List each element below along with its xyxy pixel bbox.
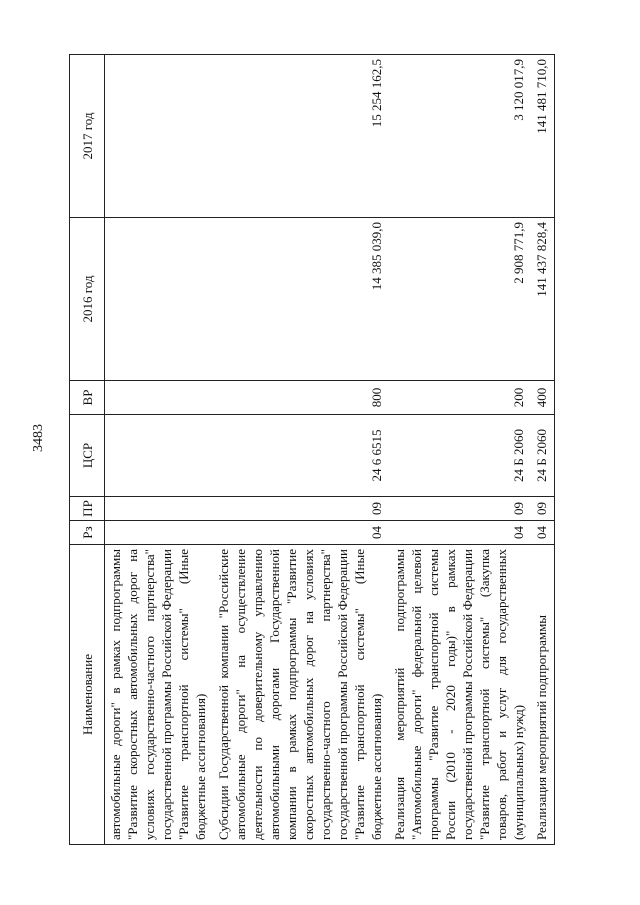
row-name: Реализация мероприятий подпрограммы "Автомобильные дороги" федеральной целевой программы "Развитие транспортной системы России (2010 - 2020 годы)" в рамках государственной программы Российской Федерации "Развитие транспортной системы" (Закупка товаров, работ и услуг для государственных (муниципальных) нужд)	[389, 545, 531, 845]
row-2017: 15 254 162,5	[213, 55, 389, 218]
row-name: Реализация мероприятий подпрограммы	[531, 545, 555, 845]
row-2017: 141 481 710,0	[531, 55, 555, 218]
header-rz: Рз	[70, 521, 105, 545]
budget-table-frame	[69, 55, 594, 845]
row-name: Субсидии Государственной компании "Российские автомобильные дороги" на осуществление деятельности по доверительному управлению автомобильными дорогами Государственной компании в рамках подпрограммы "Развитие скоростных автомобильных дорог на условиях государственно-частного партнерства" государственной программы Российской Федерации "Развитие транспортной системы" (Иные бюджетные ассигнования)	[213, 545, 389, 845]
budget-table	[69, 54, 555, 845]
table-row	[531, 55, 555, 845]
row-2017	[105, 55, 214, 218]
row-name: автомобильные дороги" в рамках подпрограммы "Развитие скоростных автомобильных дорог на условиях государственно-частного партнерства" государственной программы Российской Федерации "Развитие транспортной системы" (Иные бюджетные ассигнования)	[105, 545, 214, 845]
row-pr: 09	[389, 497, 531, 521]
row-2016: 2 908 771,9	[389, 218, 531, 381]
row-2016: 14 385 039,0	[213, 218, 389, 381]
row-rz: 04	[531, 521, 555, 545]
row-2016: 141 437 828,4	[531, 218, 555, 381]
row-pr: 09	[531, 497, 555, 521]
table-row	[213, 55, 389, 845]
header-vr: ВР	[70, 381, 105, 415]
row-vr	[105, 381, 214, 415]
row-csr: 24 6 6515	[213, 415, 389, 497]
row-2016	[105, 218, 214, 381]
row-vr: 200	[389, 381, 531, 415]
table-row	[105, 55, 214, 845]
row-vr: 800	[213, 381, 389, 415]
row-vr: 400	[531, 381, 555, 415]
row-csr: 24 Б 2060	[531, 415, 555, 497]
table-row	[389, 55, 531, 845]
header-csr: ЦСР	[70, 415, 105, 497]
header-name: Наименование	[70, 545, 105, 845]
row-2017: 3 120 017,9	[389, 55, 531, 218]
header-2017: 2017 год	[70, 55, 105, 218]
row-rz	[105, 521, 214, 545]
row-rz: 04	[389, 521, 531, 545]
header-2016: 2016 год	[70, 218, 105, 381]
row-rz: 04	[213, 521, 389, 545]
row-csr: 24 Б 2060	[389, 415, 531, 497]
page-number: 3483	[31, 424, 46, 452]
row-pr	[105, 497, 214, 521]
header-pr: ПР	[70, 497, 105, 521]
table-header-row	[70, 55, 105, 845]
row-pr: 09	[213, 497, 389, 521]
row-csr	[105, 415, 214, 497]
